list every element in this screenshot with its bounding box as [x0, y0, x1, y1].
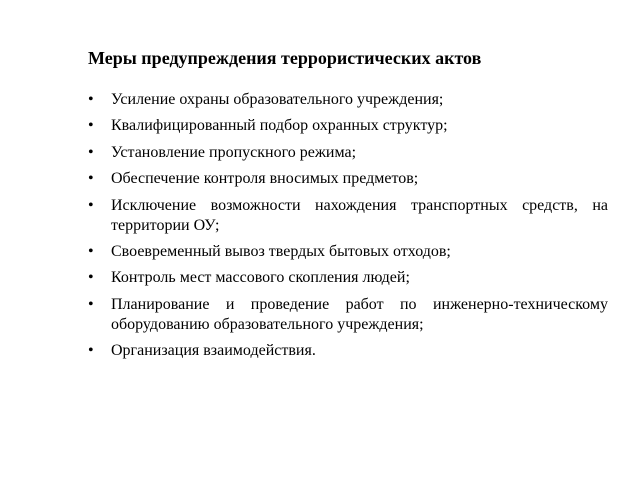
- list-item-text: Обеспечение контроля вносимых предметов;: [111, 170, 419, 188]
- bullet-icon: •: [88, 196, 94, 214]
- list-item-text: Установление пропускного режима;: [111, 143, 357, 161]
- list-item: [88, 90, 608, 110]
- bullet-list: [88, 90, 608, 368]
- bullet-icon: •: [88, 242, 94, 260]
- list-item-text: Контроль мест массового скопления людей;: [111, 269, 410, 287]
- list-item: [88, 295, 608, 335]
- list-item-text: Усиление охраны образовательного учреждения;: [111, 91, 444, 108]
- list-item-text: Квалифицированный подбор охранных структур;: [111, 117, 448, 135]
- list-item-text: Исключение возможности нахождения транспортных средств, на территории ОУ;: [111, 196, 608, 234]
- list-item: [88, 116, 608, 136]
- bullet-icon: •: [88, 342, 94, 360]
- list-item: [88, 341, 608, 361]
- list-item: [88, 196, 608, 236]
- list-item: [88, 143, 608, 163]
- bullet-icon: •: [88, 143, 94, 161]
- list-item: [88, 169, 608, 189]
- bullet-icon: •: [88, 269, 94, 287]
- list-item-text: Планирование и проведение работ по инженерно-техническому оборудованию образовательного учреждения;: [111, 295, 608, 333]
- bullet-icon: •: [88, 295, 94, 313]
- bullet-icon: •: [88, 117, 94, 135]
- list-item-text: Своевременный вывоз твердых бытовых отходов;: [111, 242, 451, 260]
- list-item: [88, 268, 608, 288]
- list-item: [88, 242, 608, 262]
- list-item-text: Организация взаимодействия.: [111, 342, 316, 360]
- bullet-icon: •: [88, 91, 94, 108]
- bullet-icon: •: [88, 170, 94, 188]
- slide-title: Меры предупреждения террористических актов: [88, 48, 482, 68]
